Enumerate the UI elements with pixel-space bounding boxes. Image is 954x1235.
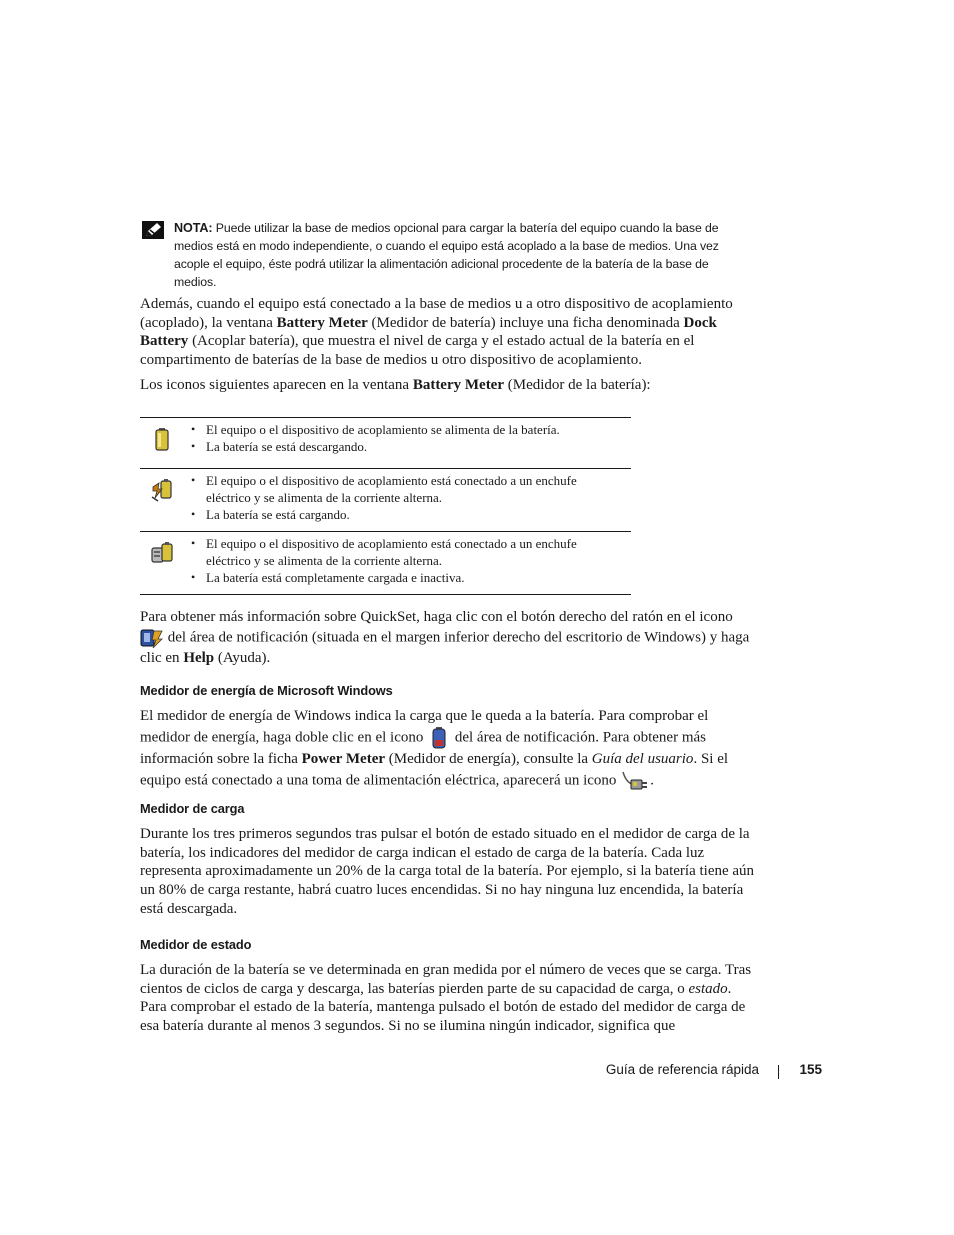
battery-meter-term: Battery Meter [412, 377, 504, 393]
table-row [140, 417, 631, 468]
list-item: • El equipo o el dispositivo de acoplamiento se alimenta de la batería. [206, 421, 631, 438]
table-row [140, 531, 631, 595]
page-footer [560, 1062, 822, 1082]
row-list [140, 532, 631, 586]
health-term: estado [688, 980, 728, 997]
power-meter-battery-icon [427, 726, 451, 750]
text: Los iconos siguientes aparecen en la ventana [140, 377, 413, 393]
text: . Si el equipo está conectado a una toma de alimentación eléctrica, aparecerá un icono [140, 750, 729, 789]
row-list [140, 469, 631, 523]
help-term: Help [183, 649, 215, 666]
note-pencil-icon [142, 221, 164, 239]
text: Para obtener más información sobre QuickSet, haga clic con el botón derecho del ratón en el icono [140, 609, 733, 625]
paragraph-quickset [140, 608, 760, 667]
quickset-icon [140, 627, 164, 649]
text: . [650, 772, 654, 789]
battery-icon [150, 426, 176, 452]
section-heading: Medidor de estado [140, 937, 252, 952]
paragraph-icons-intro [140, 376, 760, 395]
text: (Ayuda). [214, 649, 271, 666]
row-list [140, 418, 631, 455]
paragraph-health-gauge [140, 961, 760, 1036]
text: del área de notificación (situada en el margen inferior derecho del escritorio de Windows) y haga clic en [140, 629, 750, 666]
section-heading: Medidor de carga [140, 801, 245, 816]
text: (Medidor de energía), consulte la [385, 750, 592, 767]
text: (Acoplar batería), que muestra el nivel de carga y el estado actual de la batería en el compartimento de baterías de la base de medios u otro dispositivo de acoplamiento. [140, 333, 695, 369]
list-item: • El equipo o el dispositivo de acoplamiento está conectado a un enchufe eléctrico y se alimenta de la corriente alterna. [206, 535, 631, 569]
list-item: • La batería se está descargando. [206, 438, 631, 455]
text: del área de notificación. Para obtener más información sobre la ficha [140, 729, 706, 767]
footer-title: Guía de referencia rápida [605, 1062, 759, 1077]
footer-separator [778, 1065, 779, 1079]
list-item: • La batería se está cargando. [206, 506, 631, 523]
power-meter-term: Power Meter [301, 750, 386, 767]
note-text [174, 219, 754, 291]
battery-icons-table [140, 417, 631, 595]
list-item: • La batería está completamente cargada e inactiva. [206, 569, 631, 586]
section-heading: Medidor de energía de Microsoft Windows [140, 683, 393, 698]
user-guide-term: Guía del usuario [591, 750, 694, 767]
battery-full-plug-icon [150, 540, 176, 566]
paragraph-windows-power-meter [140, 707, 760, 794]
text: (Medidor de la batería): [504, 377, 651, 393]
ac-plug-icon [620, 768, 650, 794]
text: Además, cuando el equipo está conectado a la base de medios u a otro dispositivo de acoplamiento (acoplado), la ventana [140, 296, 733, 331]
battery-meter-term: Battery Meter [276, 314, 368, 331]
note-label: NOTA: [174, 221, 213, 235]
paragraph-charge-gauge: Durante los tres primeros segundos tras pulsar el botón de estado situado en el medidor de carga de la batería, los indicadores del medidor de carga indican el estado de carga de la batería. Cada luz representa aproximadamente un 20% de la carga total de la batería. Por ejemplo, si la batería tiene aún un 80% de carga restante, habrá cuatro luces encendidas. Si no hay ninguna luz encendida, la batería está descargada. [140, 826, 755, 917]
note-body: Puede utilizar la base de medios opcional para cargar la batería del equipo cuando la base de medios está en modo independiente, o cuando el equipo está acoplado a la base de medios. Una vez acople el equipo, éste podrá utilizar la alimentación adicional procedente de la batería de la base de medios. [174, 221, 719, 289]
dock-battery-term: Dock Battery [140, 314, 717, 350]
text: El medidor de energía de Windows indica la carga que le queda a la batería. Para comprobar el medidor de energía, haga doble clic en el icono [140, 708, 709, 746]
text: La duración de la batería se ve determinada en gran medida por el número de veces que se carga. Tras cientos de ciclos de carga y descarga, las baterías pierden parte de su capacidad de carga, o [140, 962, 752, 997]
paragraph-dock-battery [140, 295, 760, 370]
text: (Medidor de batería) incluye una ficha denominada [367, 314, 684, 331]
page-number: 155 [799, 1062, 822, 1077]
text: . Para comprobar el estado de la batería, mantenga pulsado el botón de estado del medidor de carga de esa batería durante al menos 3 segundos. Si no se ilumina ningún indicador, significa que [140, 980, 746, 1035]
list-item: • El equipo o el dispositivo de acoplamiento está conectado a un enchufe eléctrico y se alimenta de la corriente alterna. [206, 472, 631, 506]
table-row [140, 468, 631, 531]
battery-charging-plug-icon [150, 477, 176, 503]
